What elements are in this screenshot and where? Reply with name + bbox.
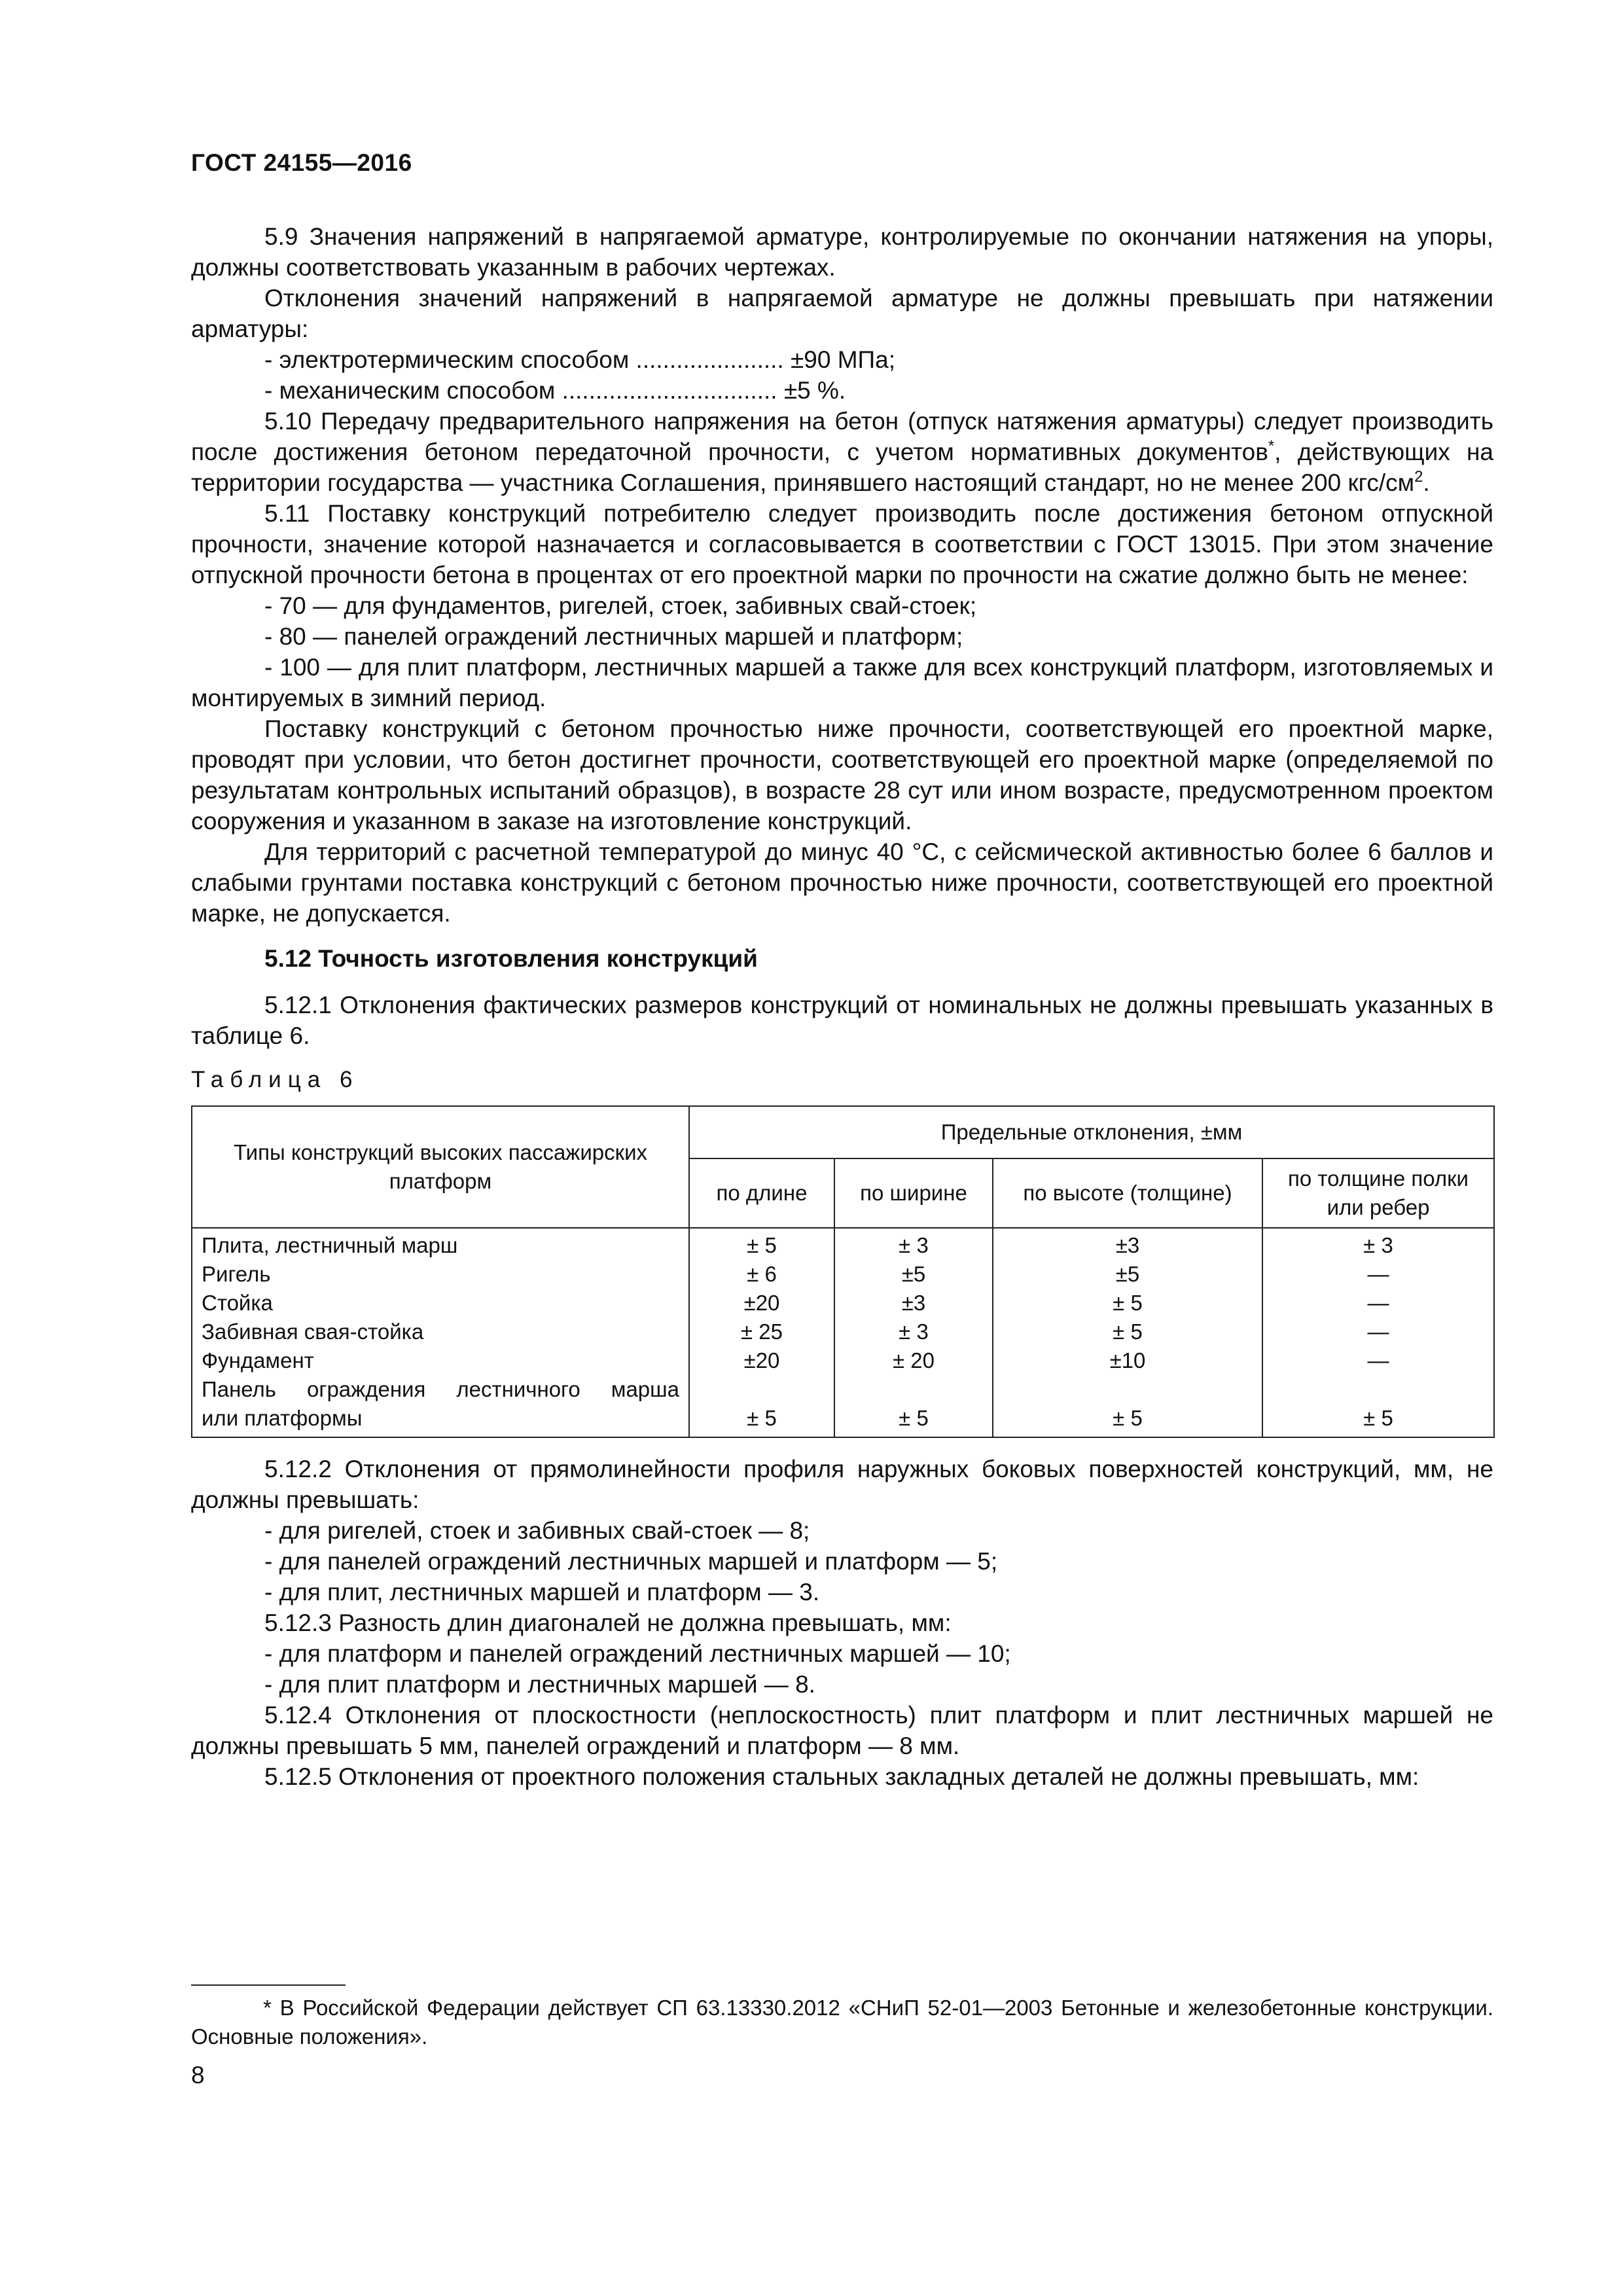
table-cell-value: — [1262,1318,1494,1346]
table-cell-value: ± 5 [834,1404,993,1437]
table-cell-type: Панель ограждения лестничного марша [192,1375,689,1404]
paragraph-5-9: 5.9 Значения напряжений в напрягаемой арматуре, контролируемые по окончании натяжения на упоры, должны соответствовать указанным в рабочих чертежах. [191,223,1493,281]
table-cell-value: ± 5 [689,1404,834,1437]
table-header-height: по высоте (толщине) [993,1158,1262,1228]
paragraph-5-10: 5.10 Передачу предварительного напряжения на бетон (отпуск натяжения арматуры) следует производить после достижения бетоном передаточной прочности, с учетом нормативных документов*, действующих на территории государства — участника Соглашения, принявшего настоящий стандарт, но не менее 200 кгс/$см^2$. [191,408,1493,496]
page-number: 8 [191,2062,205,2089]
table-cell-value: ±20 [689,1289,834,1318]
list-item: - для ригелей, стоек и забивных свай-стоек — 8; [264,1517,810,1544]
table-cell-type: Стойка [192,1289,689,1318]
table-cell-value: ± 6 [689,1260,834,1289]
table-row [192,1260,1494,1289]
table-cell-value: — [1262,1260,1494,1289]
document-body [191,221,1493,1792]
table-cell-value: ± 5 [993,1289,1262,1318]
table-cell-value [1262,1375,1494,1404]
list-item: - 100 — для плит платформ, лестничных маршей а также для всех конструкций платформ, изготовляемых и монтируемых в зимний период. [191,654,1493,711]
table-cell-value: — [1262,1289,1494,1318]
table-cell-type: Ригель [192,1260,689,1289]
table-cell-value: ± 5 [689,1228,834,1260]
superscript: 2 [1414,468,1423,486]
paragraph-5-12-1: 5.12.1 Отклонения фактических размеров конструкций от номинальных не должны превышать указанных в таблице 6. [191,992,1493,1049]
list-item: - 70 — для фундаментов, ригелей, стоек, забивных свай-стоек; [264,592,977,619]
table-cell-value [689,1375,834,1404]
table-row [192,1346,1494,1375]
table-cell-type: или платформы [192,1404,689,1437]
table-header-group: Предельные отклонения, ±мм [689,1106,1494,1158]
paragraph-5-9-deviations: Отклонения значений напряжений в напрягаемой арматуре не должны превышать при натяжении арматуры: [191,285,1493,342]
table-cell-value: ±3 [993,1228,1262,1260]
paragraph-5-11: 5.11 Поставку конструкций потребителю следует производить после достижения бетоном отпускной прочности, значение которой назначается и согласовывается в соответствии с ГОСТ 13015. При этом значение отпускной прочности бетона в процентах от его проектной марки по прочности на сжатие должно быть не менее: [191,500,1493,588]
document-header: ГОСТ 24155—2016 [191,149,412,176]
paragraph-5-12-2: 5.12.2 Отклонения от прямолинейности профиля наружных боковых поверхностей конструкций, мм, не должны превышать: [191,1456,1493,1513]
table-cell-value: ±20 [689,1346,834,1375]
table-row [192,1375,1494,1404]
table-body [192,1228,1494,1437]
table-caption: Таблица 6 [191,1067,359,1092]
list-item: - электротермическим способом ...................... ±90 МПа; [264,346,895,373]
table-cell-value: ± 3 [834,1318,993,1346]
table-cell-type: Фундамент [192,1346,689,1375]
table-cell-value [993,1375,1262,1404]
table-cell-value: ± 20 [834,1346,993,1375]
table-cell-type: Плита, лестничный марш [192,1228,689,1260]
table-header-length: по длине [689,1158,834,1228]
list-item: - для плит платформ и лестничных маршей — 8. [264,1671,815,1698]
table-cell-value: ±5 [993,1260,1262,1289]
table-cell-value: ± 5 [993,1318,1262,1346]
table-cell-value: ±3 [834,1289,993,1318]
table-row [192,1318,1494,1346]
paragraph-5-12-3: 5.12.3 Разность длин диагоналей не должна превышать, мм: [264,1609,952,1636]
table-cell-value: ± 3 [834,1228,993,1260]
table-cell-value: ± 25 [689,1318,834,1346]
table-row [192,1289,1494,1318]
footnote-marker: * [1268,437,1275,455]
footnote-divider [191,1984,346,1986]
table-header-flange: по толщине полки или ребер [1262,1158,1494,1228]
table-cell-value: ±5 [834,1260,993,1289]
paragraph-5-11-delivery: Поставку конструкций с бетоном прочностью ниже прочности, соответствующей его проектной марке, проводят при условии, что бетон достигнет прочности, соответствующей его проектной марке (определяемой по результатам контрольных испытаний образцов), в возрасте 28 сут или ином возрасте, предусмотренном проектом сооружения и указанном в заказе на изготовление конструкций. [191,715,1493,834]
table-row [192,1404,1494,1437]
list-item: - 80 — панелей ограждений лестничных маршей и платформ; [264,623,963,650]
paragraph-5-11-territories: Для территорий с расчетной температурой до минус 40 °С, с сейсмической активностью более 6 баллов и слабыми грунтами поставка конструкций с бетоном прочностью ниже прочности, соответствующей его проектной марке, не допускается. [191,838,1493,927]
list-item: - для панелей ограждений лестничных маршей и платформ — 5; [264,1548,998,1575]
table-row [192,1228,1494,1260]
table-header-width: по ширине [834,1158,993,1228]
tolerance-table [191,1105,1495,1438]
table-cell-value: ± 3 [1262,1228,1494,1260]
table-cell-value [834,1375,993,1404]
table-cell-value: ±10 [993,1346,1262,1375]
section-heading-5-12: 5.12 Точность изготовления конструкций [264,945,758,972]
table-cell-type: Забивная свая-стойка [192,1318,689,1346]
footnote: * В Российской Федерации действует СП 63.13330.2012 «СНиП 52-01—2003 Бетонные и железобетонные конструкции. Основные положения». [191,1996,1493,2049]
table-cell-value: ± 5 [993,1404,1262,1437]
list-item: - для плит, лестничных маршей и платформ — 3. [264,1579,820,1605]
paragraph-5-12-4: 5.12.4 Отклонения от плоскостности (неплоскостность) плит платформ и плит лестничных маршей не должны превышать 5 мм, панелей ограждений и платформ — 8 мм. [191,1702,1493,1759]
paragraph-5-12-5: 5.12.5 Отклонения от проектного положения стальных закладных деталей не должны превышать, мм: [264,1763,1419,1790]
table-cell-value: ± 5 [1262,1404,1494,1437]
table-cell-value: — [1262,1346,1494,1375]
list-item: - механическим способом ................................ ±5 %. [264,377,846,404]
list-item: - для платформ и панелей ограждений лестничных маршей — 10; [264,1640,1011,1667]
table-header-types: Типы конструкций высоких пассажирских платформ [192,1106,689,1228]
